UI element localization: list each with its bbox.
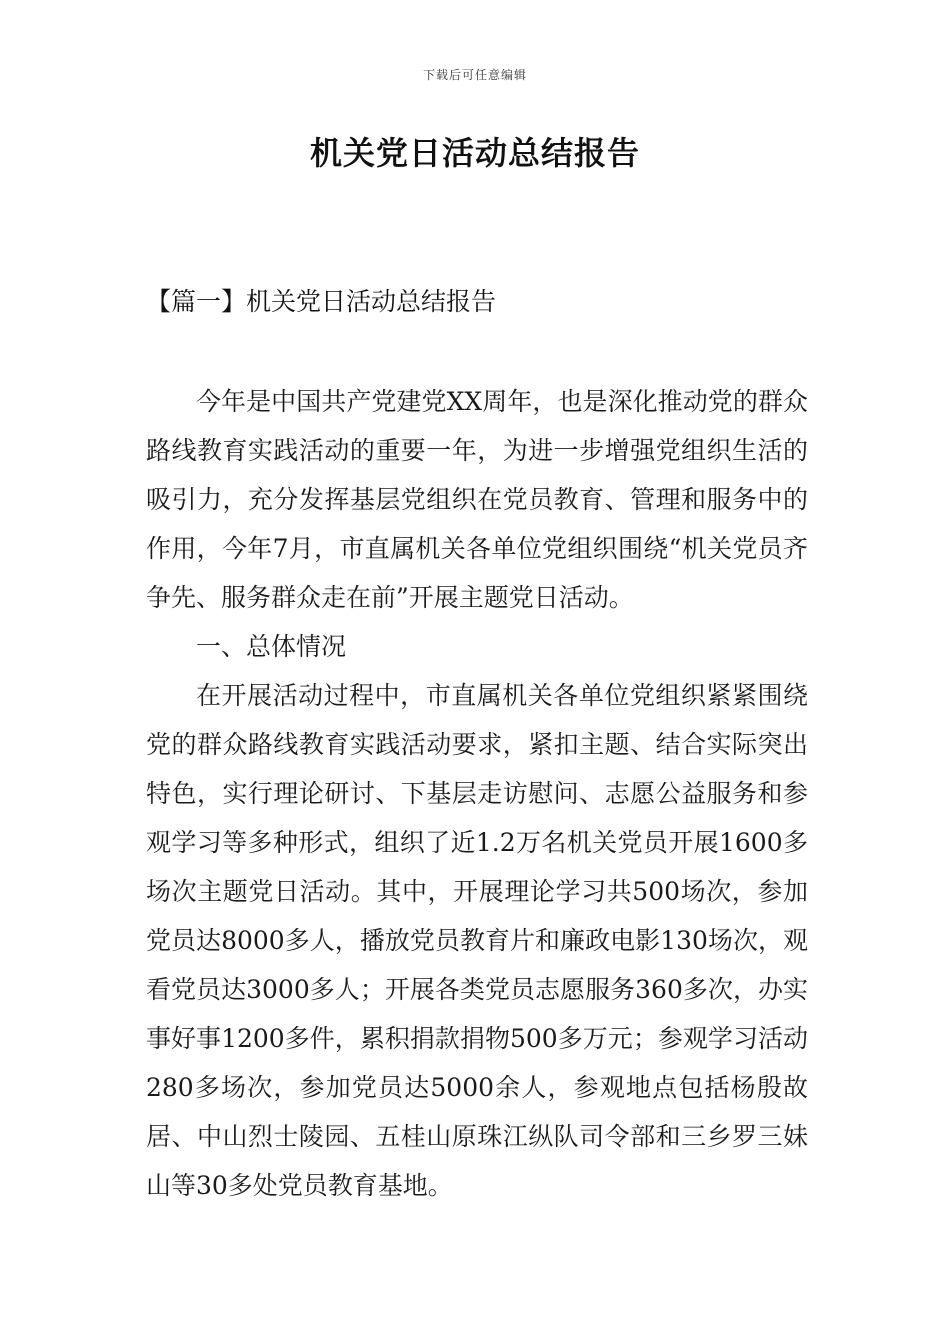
section-heading: 【篇一】机关党日活动总结报告 [146, 287, 497, 316]
document-title: 机关党日活动总结报告 [309, 134, 640, 172]
paragraph-overview: 在开展活动过程中，市直属机关各单位党组织紧紧围绕党的群众路线教育实践活动要求，紧扣主题、结合实际突出特色，实行理论研讨、下基层走访慰问、志愿公益服务和参观学习等多种形式，组织了近1.2万名机关党员开展1600多场次主题党日活动。其中，开展理论学习共500场次，参加党员达8000多人，播放党员教育片和廉政电影130场次，观看党员达3000多人；开展各类党员志愿服务360多次，办实事好事1200多件，累积捐款捐物500多万元；参观学习活动280多场次，参加党员达5000余人，参观地点包括杨殷故居、中山烈士陵园、五桂山原珠江纵队司令部和三乡罗三妹山等30多处党员教育基地。 [146, 681, 808, 1200]
document-body [146, 377, 808, 1210]
paragraph-intro: 今年是中国共产党建党XX周年，也是深化推动党的群众路线教育实践活动的重要一年，为进一步增强党组织生活的吸引力，充分发挥基层党组织在党员教育、管理和服务中的作用，今年7月，市直属机关各单位党组织围绕“机关党员齐争先、服务群众走在前”开展主题党日活动。 [146, 387, 808, 612]
header-note: 下载后可任意编辑 [422, 68, 527, 82]
subheading-overview: 一、总体情况 [196, 632, 347, 661]
